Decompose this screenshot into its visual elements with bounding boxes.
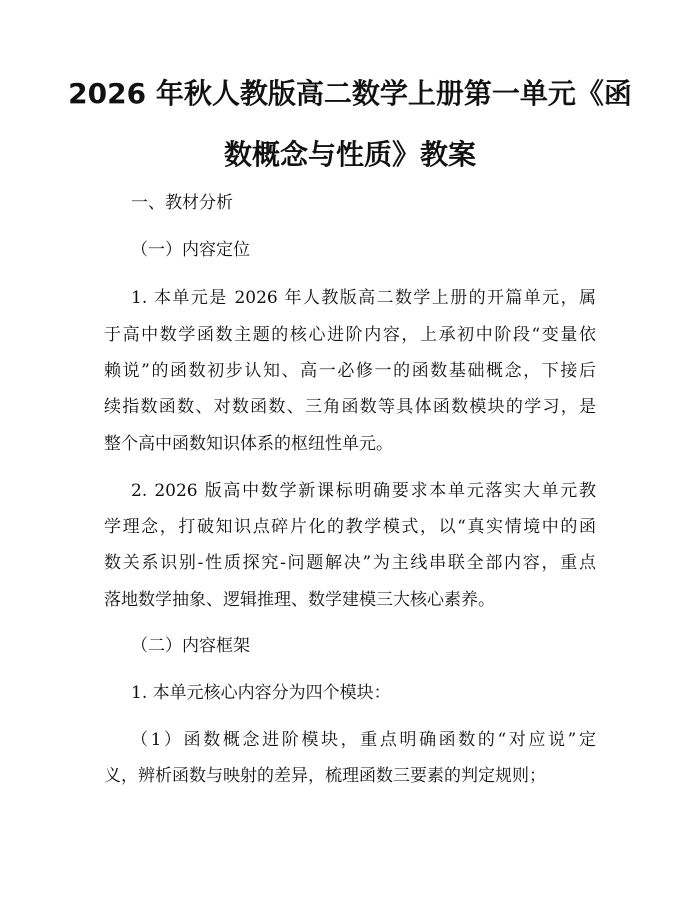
paragraph-1-line: 赖说”的函数初步认知、高一必修一的函数基础概念，下接后 bbox=[104, 361, 596, 381]
paragraph-1-line: 续指数函数、对数函数、三角函数等具体函数模块的学习，是 bbox=[104, 397, 596, 417]
paragraph-4-line: 义，辨析函数与映射的差异，梳理函数三要素的判定规则； bbox=[104, 766, 546, 786]
paragraph-3-line: 1. 本单元核心内容分为四个模块： bbox=[131, 683, 391, 703]
section-heading-textbook-analysis: 一、教材分析 bbox=[131, 193, 233, 213]
paragraph-2-line: 数关系识别-性质探究-问题解决”为主线串联全部内容，重点 bbox=[104, 553, 596, 573]
subsection-heading-content-positioning: （一）内容定位 bbox=[131, 240, 250, 260]
paragraph-1-line: 1. 本单元是 2026 年人教版高二数学上册的开篇单元，属 bbox=[131, 288, 596, 308]
paragraph-1-line: 于高中数学函数主题的核心进阶内容，上承初中阶段“变量依 bbox=[104, 325, 596, 345]
paragraph-4-line: （1）函数概念进阶模块，重点明确函数的“对应说”定 bbox=[131, 730, 596, 750]
paragraph-1-line: 整个高中函数知识体系的枢纽性单元。 bbox=[104, 434, 393, 454]
subsection-heading-content-framework: （二）内容框架 bbox=[131, 636, 250, 656]
document-title-line-1: 2026 年秋人教版高二数学上册第一单元《函 bbox=[68, 77, 632, 110]
paragraph-2-line: 落地数学抽象、逻辑推理、数学建模三大核心素养。 bbox=[104, 590, 495, 610]
paragraph-2-line: 学理念，打破知识点碎片化的教学模式，以“真实情境中的函 bbox=[104, 517, 596, 537]
document-title-line-2: 数概念与性质》教案 bbox=[223, 138, 476, 171]
paragraph-2-line: 2. 2026 版高中数学新课标明确要求本单元落实大单元教 bbox=[131, 481, 596, 501]
